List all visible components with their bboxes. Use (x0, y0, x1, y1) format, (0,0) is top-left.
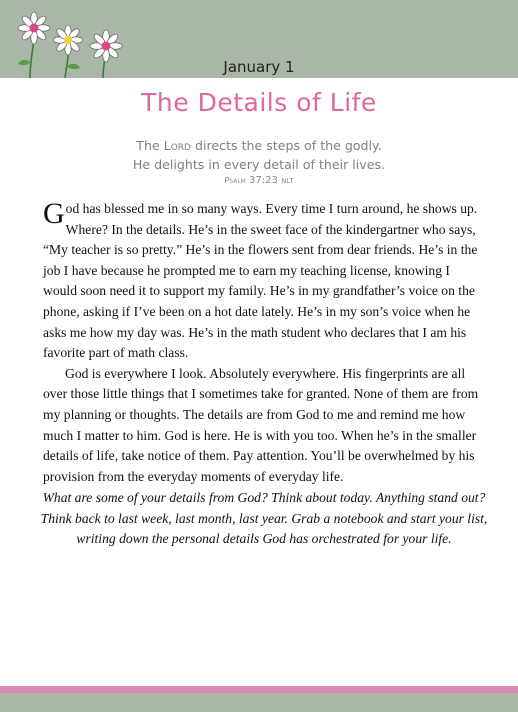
footer-pink-stripe (0, 686, 518, 693)
footer-green-band (0, 693, 518, 712)
drop-cap: G (43, 197, 65, 230)
verse-line-2: He delights in every detail of their lives. (132, 156, 386, 172)
daisy-flower-icon (18, 12, 50, 44)
devotional-body (43, 199, 487, 487)
reflection-prompt: What are some of your details from God? Think about today. Anything stand out? Think back to last week, last month, last year. Grab a notebook and start your list, writing down the personal details God has orchestrated for your life. (40, 490, 488, 547)
daisy-flower-icon (53, 25, 83, 55)
page-title: The Details of Life (141, 88, 377, 117)
header-band (0, 0, 518, 78)
paragraph-2: God is everywhere I look. Absolutely everywhere. His fingerprints are all over those little things that I sometimes take for granted. None of them are from my planning or thoughts. The details are from God to me and remind me how much I matter to him. God is here. He is with you too. When he’s in the smaller details of life, take notice of them. Pay attention. You’ll be overwhelmed by his provision from the everyday moments of everyday life. (43, 365, 479, 484)
verse-reference: Psalm 37:23 NLT (224, 175, 294, 186)
verse-line-1: The Lord directs the steps of the godly. (136, 138, 382, 153)
page-date: January 1 (223, 58, 295, 76)
scripture-verse (0, 137, 518, 174)
paragraph-1: God has blessed me in so many ways. Every time I turn around, he shows up. Where? In the details. He’s in the sweet face of the kindergartner who says, “My teacher is so pretty.” He’s in the flowers sent from dear friends. He’s in the job I have because he prompted me to earn my teaching license, knowing I would soon need it to support my family. He’s in my grandfather’s voice on the phone, asking if I’ve been on a hot date lately. He’s in my son’s voice when he asks me how my day was. He’s in the math student who declares that I am his favorite part of math class. (43, 197, 478, 361)
